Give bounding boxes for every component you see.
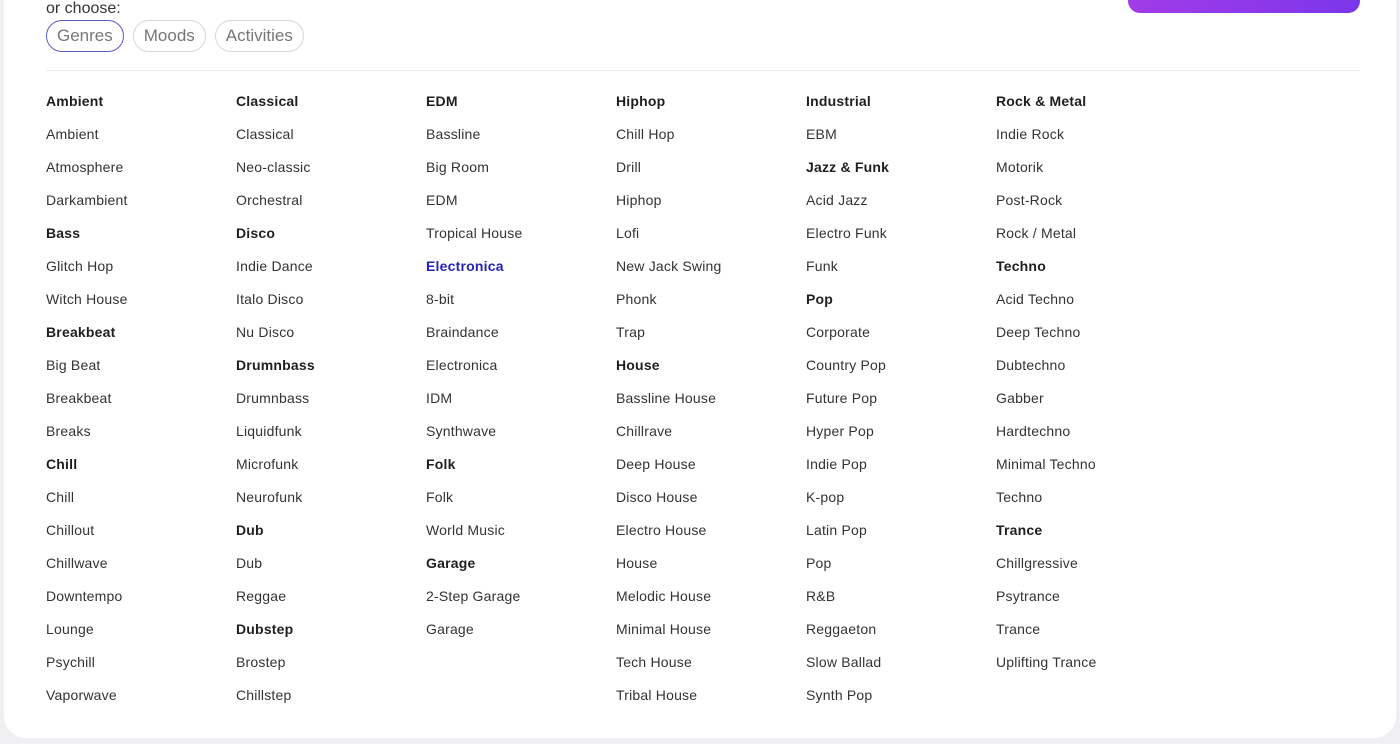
genre-link[interactable]: Neurofunk	[236, 489, 303, 505]
genre-column	[806, 88, 996, 715]
genre-link[interactable]: Orchestral	[236, 192, 303, 208]
genre-link[interactable]: Reggae	[236, 588, 287, 604]
genre-category-link[interactable]: Electronica	[426, 258, 504, 274]
genre-column	[426, 88, 616, 715]
genre-link[interactable]: Neo-classic	[236, 159, 311, 175]
genre-link[interactable]: Big Room	[426, 159, 490, 175]
genre-link[interactable]: Gabber	[996, 390, 1044, 406]
genre-link[interactable]: Chillout	[46, 522, 95, 538]
genre-link[interactable]: Hardtechno	[996, 423, 1071, 439]
genre-link[interactable]: Indie Rock	[996, 126, 1065, 142]
genre-link[interactable]: Indie Dance	[236, 258, 313, 274]
genre-link[interactable]: Chillwave	[46, 555, 108, 571]
genre-column	[236, 88, 426, 715]
genre-category-link[interactable]: Chill	[46, 456, 78, 472]
genre-link[interactable]: Post-Rock	[996, 192, 1063, 208]
genre-category-link[interactable]: Classical	[236, 93, 299, 109]
genre-link[interactable]: Disco House	[616, 489, 698, 505]
genre-link[interactable]: Ambient	[46, 126, 99, 142]
genre-category-link[interactable]: Rock & Metal	[996, 93, 1087, 109]
genre-link[interactable]: Drumnbass	[236, 390, 310, 406]
genre-link[interactable]: Acid Techno	[996, 291, 1075, 307]
genre-link[interactable]: Bassline	[426, 126, 481, 142]
genre-category-link[interactable]: Garage	[426, 555, 476, 571]
genre-link[interactable]: Trance	[996, 621, 1041, 637]
genre-link[interactable]: House	[616, 555, 658, 571]
genre-link[interactable]: Minimal House	[616, 621, 712, 637]
genre-link[interactable]: IDM	[426, 390, 453, 406]
genre-link[interactable]: Slow Ballad	[806, 654, 882, 670]
genre-link[interactable]: Electro House	[616, 522, 707, 538]
genre-category-link[interactable]: Dubstep	[236, 621, 294, 637]
genre-picker-card	[4, 0, 1396, 738]
genre-link[interactable]: Hiphop	[616, 192, 662, 208]
genre-link[interactable]: Chill	[46, 489, 75, 505]
genre-link[interactable]: Bassline House	[616, 390, 717, 406]
genre-link[interactable]: Chillgressive	[996, 555, 1078, 571]
genre-link[interactable]: Acid Jazz	[806, 192, 868, 208]
genre-link[interactable]: EBM	[806, 126, 837, 142]
genre-link[interactable]: Chillrave	[616, 423, 673, 439]
genre-link[interactable]: Latin Pop	[806, 522, 867, 538]
genre-link[interactable]: World Music	[426, 522, 505, 538]
genre-category-link[interactable]: Industrial	[806, 93, 872, 109]
genre-link[interactable]: Braindance	[426, 324, 499, 340]
genre-link[interactable]: Corporate	[806, 324, 871, 340]
genre-link[interactable]: Liquidfunk	[236, 423, 302, 439]
genre-link[interactable]: Microfunk	[236, 456, 299, 472]
genre-link[interactable]: Deep Techno	[996, 324, 1081, 340]
genre-category-link[interactable]: Breakbeat	[46, 324, 116, 340]
genre-link[interactable]: Deep House	[616, 456, 696, 472]
genre-column	[46, 88, 236, 715]
genre-link[interactable]: Techno	[996, 489, 1043, 505]
genre-category-link[interactable]: Folk	[426, 456, 456, 472]
genre-link[interactable]: Nu Disco	[236, 324, 295, 340]
genre-category-link[interactable]: Disco	[236, 225, 276, 241]
genre-link[interactable]: Synth Pop	[806, 687, 873, 703]
genre-link[interactable]: EDM	[426, 192, 458, 208]
genre-link[interactable]: Downtempo	[46, 588, 123, 604]
genre-grid	[46, 88, 1186, 715]
genre-link[interactable]: Dub	[236, 555, 263, 571]
divider	[46, 70, 1360, 71]
genre-link[interactable]: Reggaeton	[806, 621, 877, 637]
genre-link[interactable]: Italo Disco	[236, 291, 304, 307]
genre-link[interactable]: Lounge	[46, 621, 94, 637]
genre-link[interactable]: Classical	[236, 126, 294, 142]
genre-category-link[interactable]: Trance	[996, 522, 1043, 538]
genre-link[interactable]: Breaks	[46, 423, 91, 439]
genre-link[interactable]: Psytrance	[996, 588, 1061, 604]
genre-link[interactable]: Big Beat	[46, 357, 101, 373]
genre-link[interactable]: Glitch Hop	[46, 258, 114, 274]
genre-link[interactable]: R&B	[806, 588, 836, 604]
genre-link[interactable]: K-pop	[806, 489, 845, 505]
genre-category-link[interactable]: Hiphop	[616, 93, 666, 109]
genre-category-link[interactable]: House	[616, 357, 660, 373]
genre-link[interactable]: Chill Hop	[616, 126, 675, 142]
genre-link[interactable]: Tropical House	[426, 225, 523, 241]
genre-link[interactable]: Motorik	[996, 159, 1044, 175]
genre-category-link[interactable]: Pop	[806, 291, 834, 307]
genre-link[interactable]: Dubtechno	[996, 357, 1066, 373]
genre-link[interactable]: Country Pop	[806, 357, 887, 373]
tab-genres[interactable]: Genres	[46, 20, 124, 52]
genre-link[interactable]: Electronica	[426, 357, 498, 373]
genre-category-link[interactable]: Dub	[236, 522, 264, 538]
genre-category-link[interactable]: Techno	[996, 258, 1046, 274]
choose-label: or choose:	[46, 0, 121, 17]
genre-link[interactable]: Electro Funk	[806, 225, 887, 241]
genre-link[interactable]: 2-Step Garage	[426, 588, 521, 604]
genre-link[interactable]: Indie Pop	[806, 456, 867, 472]
genre-link[interactable]: Hyper Pop	[806, 423, 874, 439]
genre-link[interactable]: Funk	[806, 258, 838, 274]
genre-link[interactable]: Folk	[426, 489, 454, 505]
genre-category-link[interactable]: Bass	[46, 225, 81, 241]
genre-category-link[interactable]: EDM	[426, 93, 458, 109]
genre-link[interactable]: Drill	[616, 159, 642, 175]
genre-column	[996, 88, 1186, 715]
category-tabs	[46, 20, 304, 52]
genre-link[interactable]: Uplifting Trance	[996, 654, 1097, 670]
genre-column	[616, 88, 806, 715]
genre-link[interactable]: Chillstep	[236, 687, 292, 703]
genre-link[interactable]: Trap	[616, 324, 646, 340]
genre-link[interactable]: Vaporwave	[46, 687, 117, 703]
genre-link[interactable]: Witch House	[46, 291, 128, 307]
genre-category-link[interactable]: Ambient	[46, 93, 104, 109]
primary-action-button[interactable]	[1128, 0, 1360, 13]
genre-link[interactable]: Tech House	[616, 654, 692, 670]
genre-link[interactable]: Pop	[806, 555, 832, 571]
tab-activities[interactable]: Activities	[215, 20, 304, 52]
genre-link[interactable]: Rock / Metal	[996, 225, 1077, 241]
genre-category-link[interactable]: Drumnbass	[236, 357, 315, 373]
genre-link[interactable]: Minimal Techno	[996, 456, 1096, 472]
genre-link[interactable]: Brostep	[236, 654, 286, 670]
genre-link[interactable]: Phonk	[616, 291, 657, 307]
genre-link[interactable]: Synthwave	[426, 423, 497, 439]
genre-link[interactable]: Atmosphere	[46, 159, 124, 175]
genre-category-link[interactable]: Jazz & Funk	[806, 159, 890, 175]
genre-link[interactable]: Lofi	[616, 225, 640, 241]
genre-link[interactable]: 8-bit	[426, 291, 455, 307]
genre-link[interactable]: Tribal House	[616, 687, 698, 703]
genre-link[interactable]: Future Pop	[806, 390, 878, 406]
genre-link[interactable]: Melodic House	[616, 588, 712, 604]
genre-link[interactable]: New Jack Swing	[616, 258, 722, 274]
tab-moods[interactable]: Moods	[133, 20, 206, 52]
genre-link[interactable]: Garage	[426, 621, 474, 637]
genre-link[interactable]: Psychill	[46, 654, 96, 670]
genre-link[interactable]: Breakbeat	[46, 390, 112, 406]
genre-link[interactable]: Darkambient	[46, 192, 128, 208]
